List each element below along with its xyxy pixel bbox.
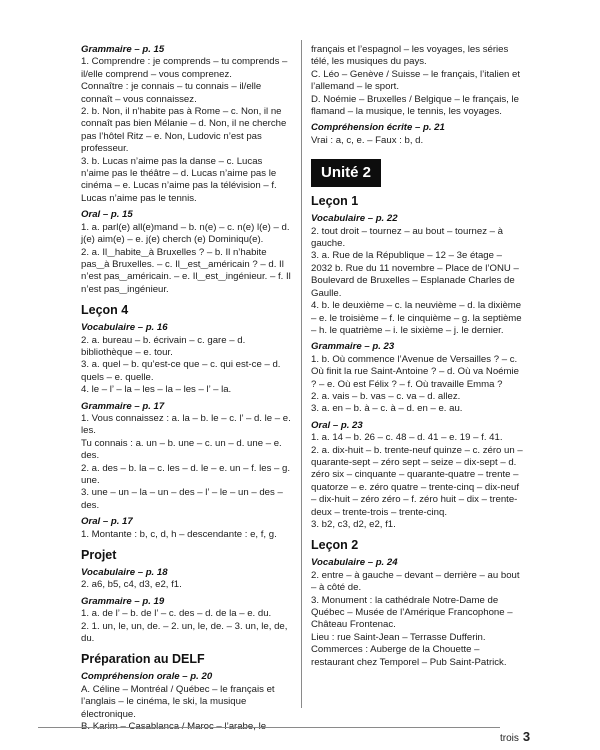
- answer-paragraph: C. Léo – Genève / Suisse – le français, l’italien et l’allemand – le sport.: [311, 68, 521, 93]
- answer-paragraph: 1. Comprendre : je comprends – tu comprends – il/elle comprend – vous comprenez.: [81, 56, 288, 80]
- answer-paragraph: Vrai : a, c, e. – Faux : b, d.: [311, 134, 424, 146]
- answer-paragraph: 3. b. Lucas n’aime pas la danse – c. Lucas n’aime pas le théâtre – d. Lucas n’aime pas le cinéma – e. Lucas n’aime pas la télévision – f. Lucas n’aime pas le tennis.: [81, 155, 277, 204]
- answer-paragraph: 2. a. Il‿habite‿à Bruxelles ? – b. Il n’habite pas‿à Bruxelles. – c. Il‿est‿américain ? – d. Il n’est pas‿américain. – e. Il‿est‿ingénieur. – f. Il n’est pas‿ingénieur.: [81, 246, 291, 295]
- heading-grammaire-p19: Grammaire – p. 19: [81, 595, 165, 607]
- section-title-delf: Préparation au DELF: [81, 652, 205, 667]
- answer-paragraph: 3. a. Rue de la République – 12 – 3e étage – 2032 b. Rue du 11 novembre – Place de l’ONU – Boulevard de Bruxelles – Esplanade Charles de Gaulle.: [311, 250, 519, 299]
- section-title-lecon-1: Leçon 1: [311, 194, 359, 209]
- answer-paragraph: 2. a. bureau – b. écrivain – c. gare – d. bibliothèque – e. tour.: [81, 334, 246, 358]
- answer-paragraph: Tu connais : a. un – b. une – c. un – d. une – e. des.: [81, 437, 282, 462]
- heading-vocabulaire-p16: Vocabulaire – p. 16: [81, 322, 168, 334]
- heading-oral-p15: Oral – p. 15: [81, 209, 133, 221]
- column-divider: [301, 40, 302, 708]
- answer-paragraph: 1. Montante : b, c, d, h – descendante : e, f, g.: [81, 528, 277, 540]
- answer-paragraph: B. Karim – Casablanca / Maroc – l’arabe, le: [81, 721, 267, 733]
- answer-paragraph: 1. a. 14 – b. 26 – c. 48 – d. 41 – e. 19 – f. 41.: [311, 432, 503, 444]
- heading-oral-p23: Oral – p. 23: [311, 419, 363, 431]
- answer-paragraph: 4. b. le deuxième – c. la neuvième – d. la dixième – e. le troisième – f. le cinquième – g. la septième – h. le quatrième – i. le sixième – j. le dernier.: [311, 300, 522, 336]
- answer-paragraph: 2. 1. un, le, un, de. – 2. un, le, de. – 3. un, le, de, du.: [81, 620, 288, 645]
- page-number-word: trois: [500, 733, 519, 744]
- section-title-lecon-2: Leçon 2: [311, 538, 359, 553]
- answer-paragraph: A. Céline – Montréal / Québec – le français et l’anglais – le cinéma, le ski, la musique électronique.: [81, 683, 275, 720]
- unit-title-box: Unité 2: [311, 159, 381, 187]
- left-column: [81, 44, 293, 734]
- answer-paragraph: 2. a. vais – b. vas – c. va – d. allez.: [311, 390, 461, 402]
- answer-paragraph: 3. a. quel – b. qu’est-ce que – c. qui est-ce – d. quels – e. quelle.: [81, 359, 281, 383]
- heading-grammaire-p15: Grammaire – p. 15: [81, 44, 165, 55]
- answer-paragraph: 3. Monument : la cathédrale Notre-Dame de Québec – Musée de l’Amérique Francophone – Château Frontenac.: [311, 594, 513, 631]
- page-footer: [500, 730, 530, 746]
- heading-comprehension-orale-p20: Compréhension orale – p. 20: [81, 671, 213, 683]
- answer-paragraph: 2. a. des – b. la – c. les – d. le – e. un – f. les – g. une.: [81, 462, 291, 486]
- page-number: 3: [522, 729, 531, 744]
- answer-paragraph: 1. a. de l’ – b. de l’ – c. des – d. de la – e. du.: [81, 608, 272, 620]
- answer-paragraph: 4. le – l’ – la – les – la – les – l’ – la.: [81, 384, 232, 396]
- right-column: [311, 44, 523, 669]
- answer-paragraph: 2. entre – à gauche – devant – derrière – au bout – à côté de.: [311, 569, 520, 594]
- answer-paragraph: 3. a. en – b. à – c. à – d. en – e. au.: [311, 403, 463, 415]
- answer-paragraph: D. Noémie – Bruxelles / Belgique – le français, le flamand – la musique, le tennis, les voyages.: [311, 93, 519, 118]
- answer-paragraph: 2. tout droit – tournez – au bout – tournez – à gauche.: [311, 225, 504, 250]
- answer-paragraph: 3. une – un – la – un – des – l’ – le – un – des – des.: [81, 487, 283, 511]
- answer-paragraph: Commerces : Auberge de la Chouette – restaurant chez Temporel – Pub Saint-Patrick.: [311, 644, 507, 668]
- answer-paragraph: 1. b. Où commence l’Avenue de Versailles ? – c. Où finit la rue Saint-Antoine ? – d. Où va Noémie ? – e. Où est Félix ? – f. Où travaille Emma ?: [311, 353, 519, 390]
- answer-paragraph: 1. Vous connaissez : a. la – b. le – c. l’ – d. le – e. les.: [81, 412, 291, 437]
- answer-paragraph: 2. b. Non, il n’habite pas à Rome – c. Non, il ne connaît pas bien Mélanie – d. Non, il ne cherche pas l’hôtel Ritz – e. Non, Ludovic n’est pas professeur.: [81, 106, 287, 155]
- footer-rule: [38, 727, 500, 728]
- heading-grammaire-p23: Grammaire – p. 23: [311, 341, 395, 353]
- answer-paragraph: 3. b2, c3, d2, e2, f1.: [311, 519, 396, 530]
- answer-paragraph: 2. a. dix-huit – b. trente-neuf quinze – c. zéro un – quarante-sept – zéro sept – seize – dix-sept – d. zéro six – cinquante – quarante-quatre – trente – quatorze – e. zéro quatre – trente-cinq – dix-neuf – dix-huit – zéro zéro – f. zéro huit – dix – trente-deux – trente-trois – trente-cinq.: [311, 444, 523, 518]
- answer-paragraph: français et l’espagnol – les voyages, les séries télé, les musiques du pays.: [311, 44, 509, 68]
- answer-paragraph: Connaître : je connais – tu connais – il/elle connaît – vous connaissez.: [81, 81, 262, 105]
- section-title-projet: Projet: [81, 548, 117, 563]
- heading-oral-p17: Oral – p. 17: [81, 516, 133, 528]
- heading-vocabulaire-p22: Vocabulaire – p. 22: [311, 213, 398, 225]
- heading-comprehension-ecrite-p21: Compréhension écrite – p. 21: [311, 122, 445, 134]
- heading-vocabulaire-p18: Vocabulaire – p. 18: [81, 567, 168, 579]
- section-title-lecon-4: Leçon 4: [81, 303, 129, 318]
- answer-paragraph: 2. a6, b5, c4, d3, e2, f1.: [81, 579, 182, 591]
- answer-paragraph: Lieu : rue Saint-Jean – Terrasse Dufferin.: [311, 631, 486, 643]
- heading-grammaire-p17: Grammaire – p. 17: [81, 400, 165, 412]
- heading-vocabulaire-p24: Vocabulaire – p. 24: [311, 557, 398, 569]
- answer-paragraph: 1. a. parl(e) all(e)mand – b. n(e) – c. n(e) l(e) – d. j(e) aim(e) – e. j(e) cherch (e) Dominiqu(e).: [81, 221, 290, 246]
